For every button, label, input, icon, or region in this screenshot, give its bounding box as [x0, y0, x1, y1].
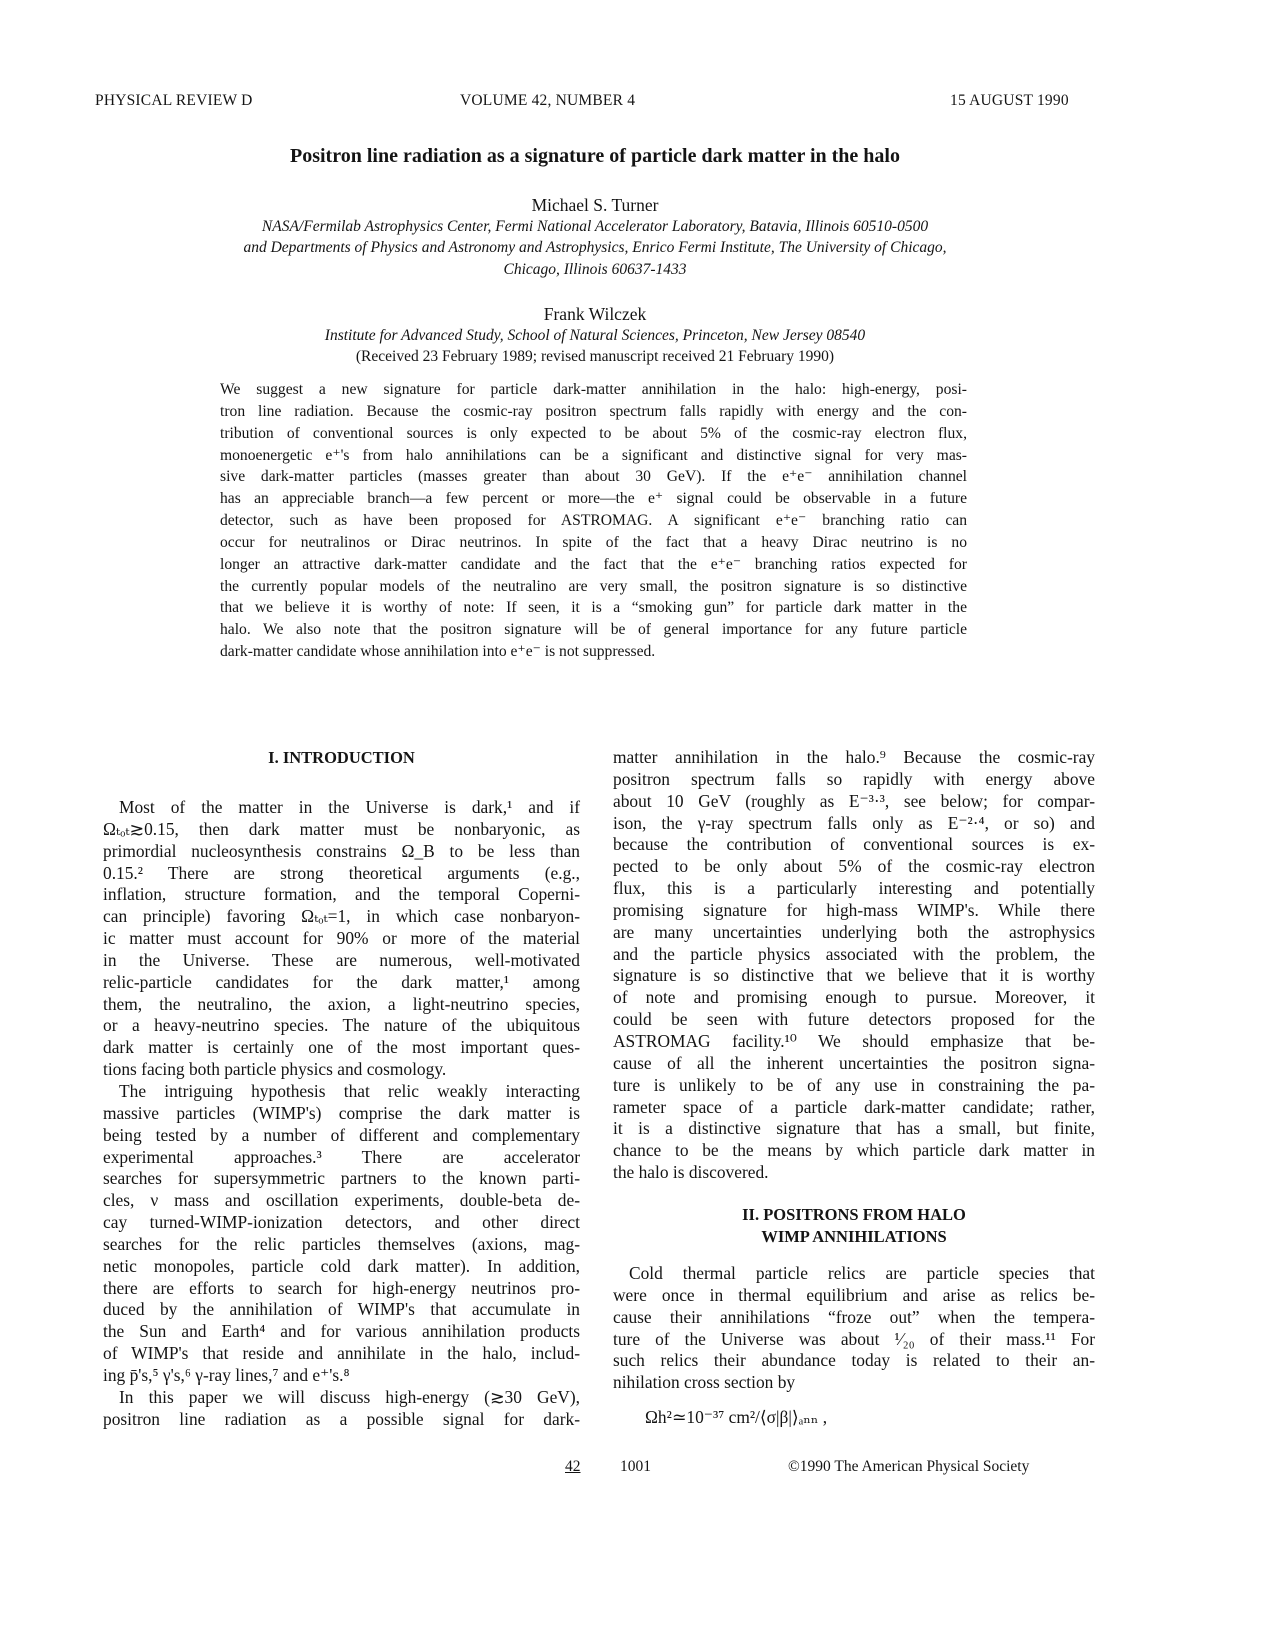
received-dates: (Received 23 February 1989; revised manuscript received 21 February 1990)	[355, 348, 835, 365]
text-line: has an appreciable branch—a few percent or more—the e⁺ signal could be observable in a future	[220, 490, 967, 508]
text-line: Ωₜₒₜ≳0.15, then dark matter must be nonbaryonic, as	[103, 818, 580, 839]
author-affiliation: NASA/Fermilab Astrophysics Center, Fermi National Accelerator Laboratory, Batavia, Illinois 60510-0500	[261, 218, 929, 235]
text-line: inflation, structure formation, and the temporal Coperni-	[103, 884, 580, 905]
text-line: were once in thermal equilibrium and arise as relics be-	[613, 1284, 1095, 1305]
author-name: Michael S. Turner	[531, 195, 659, 215]
text-line: 0.15.² There are strong theoretical arguments (e.g.,	[103, 862, 580, 883]
text-line: massive particles (WIMP's) comprise the dark matter is	[103, 1102, 580, 1123]
text-line: cause of all the inherent uncertainties the positron signa-	[613, 1052, 1095, 1073]
issue-date: 15 AUGUST 1990	[950, 92, 1069, 109]
text-line: positron spectrum falls so rapidly with energy above	[613, 768, 1095, 789]
page-number: 1001	[620, 1458, 651, 1475]
paragraph	[613, 1263, 1095, 1394]
volume-number: VOLUME 42, NUMBER 4	[460, 92, 636, 109]
paragraph	[103, 797, 580, 1081]
text-line: searches for supersymmetric partners to the known parti-	[103, 1168, 580, 1189]
text-line: or a heavy-neutrino species. The nature of the ubiquitous	[103, 1015, 580, 1036]
text-line: primordial nucleosynthesis constrains Ω_B to be less than	[103, 840, 580, 861]
author-affiliation: Chicago, Illinois 60637-1433	[503, 261, 687, 278]
text-line: searches for the relic particles themselves (axions, mag-	[103, 1233, 580, 1254]
journal-name: PHYSICAL REVIEW D	[95, 92, 253, 109]
text-line: promising signature for high-mass WIMP's. While there	[613, 899, 1095, 920]
author-affiliation: Institute for Advanced Study, School of Natural Sciences, Princeton, New Jersey 08540	[324, 327, 866, 344]
text-line: matter annihilation in the halo.⁹ Because the cosmic-ray	[613, 747, 1095, 767]
text-line: Cold thermal particle relics are particle species that	[629, 1263, 1095, 1283]
text-line: ison, the γ-ray spectrum falls only as E⁻²·⁴, or so) and	[613, 812, 1095, 833]
text-line: detector, such as have been proposed for ASTROMAG. A significant e⁺e⁻ branching ratio can	[220, 512, 967, 530]
text-line: cay turned-WIMP-ionization detectors, and other direct	[103, 1212, 580, 1233]
text-line: tron line radiation. Because the cosmic-ray positron spectrum falls rapidly with energy and the con-	[220, 402, 967, 420]
text-line: We suggest a new signature for particle dark-matter annihilation in the halo: high-energy, posi-	[220, 381, 967, 398]
text-line: relic-particle candidates for the dark matter,¹ among	[103, 971, 580, 992]
text-line: can principle) favoring Ωₜₒₜ=1, in which case nonbaryon-	[103, 906, 580, 927]
paragraph	[103, 1081, 580, 1387]
text-line: the halo is discovered.	[613, 1162, 769, 1183]
text-line: could be seen with future detectors proposed for the	[613, 1009, 1095, 1030]
text-line: duced by the annihilation of WIMP's that accumulate in	[103, 1299, 580, 1320]
text-line: because the contribution of conventional sources is ex-	[613, 834, 1095, 855]
text-line: ture is unlikely to be of any use in constraining the pa-	[613, 1074, 1095, 1095]
text-line: are many uncertainties underlying both the astrophysics	[613, 921, 1095, 942]
text-line: experimental approaches.³ There are accelerator	[103, 1146, 580, 1167]
section-heading: WIMP ANNIHILATIONS	[761, 1227, 947, 1246]
text-line: cles, ν mass and oscillation experiments, double-beta de-	[103, 1190, 580, 1211]
text-line: In this paper we will discuss high-energy (≳30 GeV),	[119, 1387, 580, 1407]
text-line: there are efforts to search for high-energy neutrinos pro-	[103, 1277, 580, 1298]
text-line: netic monopoles, particle cold dark matter). In addition,	[103, 1255, 580, 1276]
equation: Ωh²≃10⁻³⁷ cm²/⟨σ|β|⟩ₐₙₙ ,	[645, 1407, 828, 1427]
text-line: in the Universe. These are numerous, well-motivated	[103, 949, 580, 970]
text-line: them, the neutralino, the axion, a light-neutrino species,	[103, 993, 580, 1014]
text-line: chance to be the means by which particle dark matter in	[613, 1140, 1095, 1161]
text-line: the Sun and Earth⁴ and for various annihilation products	[103, 1321, 580, 1342]
text-line: ic matter must account for 90% or more of the material	[103, 928, 580, 949]
text-line: monoenergetic e⁺'s from halo annihilations can be a significant and distinctive signal for very mas-	[220, 446, 967, 464]
text-line: dark matter is certainly one of the most important ques-	[103, 1037, 580, 1058]
text-line: The intriguing hypothesis that relic weakly interacting	[119, 1081, 580, 1101]
paper-title: Positron line radiation as a signature of particle dark matter in the halo	[290, 145, 900, 167]
text-line: ture of the Universe was about ¹⁄₂₀ of their mass.¹¹ For	[613, 1328, 1095, 1349]
text-line: tions facing both particle physics and cosmology.	[103, 1059, 447, 1080]
text-line: flux, this is a particularly interesting and potentially	[613, 878, 1095, 899]
text-line: being tested by a number of different and complementary	[103, 1124, 580, 1145]
text-line: longer an attractive dark-matter candidate and the fact that the e⁺e⁻ branching ratios expected for	[220, 555, 967, 573]
text-line: pected to be only about 5% of the cosmic-ray electron	[613, 856, 1095, 877]
text-line: signature is so distinctive that we believe that it is worthy	[613, 965, 1095, 986]
text-line: it is a distinctive signature that has a small, but finite,	[613, 1118, 1095, 1139]
section-heading: II. POSITRONS FROM HALO	[742, 1205, 966, 1224]
text-line: dark-matter candidate whose annihilation into e⁺e⁻ is not suppressed.	[220, 643, 656, 661]
paragraph	[613, 747, 1095, 1184]
text-line: tribution of conventional sources is only expected to be about 5% of the cosmic-ray electron flux,	[220, 424, 967, 442]
text-line: about 10 GeV (roughly as E⁻³·³, see below; for compar-	[613, 790, 1095, 811]
text-line: of WIMP's that reside and annihilate in the halo, includ-	[103, 1343, 580, 1364]
text-line: Most of the matter in the Universe is dark,¹ and if	[119, 797, 580, 817]
text-line: positron line radiation as a possible signal for dark-	[103, 1408, 580, 1429]
section-heading: I. INTRODUCTION	[268, 748, 415, 767]
text-line: ing p̄'s,⁵ γ's,⁶ γ-ray lines,⁷ and e⁺'s.⁸	[103, 1364, 350, 1385]
text-line: that we believe it is worthy of note: If seen, it is a “smoking gun” for particle dark matter in the	[220, 599, 967, 617]
abstract	[220, 379, 967, 663]
text-line: sive dark-matter particles (masses greater than about 30 GeV). If the e⁺e⁻ annihilation channel	[220, 468, 967, 486]
footer-volume: 42	[565, 1458, 581, 1475]
text-line: cause their annihilations “froze out” when the tempera-	[613, 1306, 1095, 1327]
author-affiliation: and Departments of Physics and Astronomy and Astrophysics, Enrico Fermi Institute, The University of Chicago,	[243, 239, 947, 256]
author-name: Frank Wilczek	[543, 304, 647, 324]
text-line: ASTROMAG facility.¹⁰ We should emphasize that be-	[613, 1030, 1095, 1051]
copyright: ©1990 The American Physical Society	[788, 1458, 1030, 1475]
text-line: rameter space of a particle dark-matter candidate; rather,	[613, 1096, 1095, 1117]
text-line: and the particle physics associated with the problem, the	[613, 943, 1095, 964]
text-line: of note and promising enough to pursue. Moreover, it	[613, 987, 1095, 1008]
text-line: occur for neutralinos or Dirac neutrinos. In spite of the fact that a heavy Dirac neutrino is no	[220, 533, 967, 551]
text-line: nihilation cross section by	[613, 1372, 796, 1393]
text-line: such relics their abundance today is related to their an-	[613, 1350, 1095, 1371]
paragraph	[103, 1387, 580, 1431]
text-line: the currently popular models of the neutralino are very small, the positron signature is so distinctive	[220, 577, 967, 595]
text-line: halo. We also note that the positron signature will be of general importance for any future particle	[220, 621, 967, 639]
